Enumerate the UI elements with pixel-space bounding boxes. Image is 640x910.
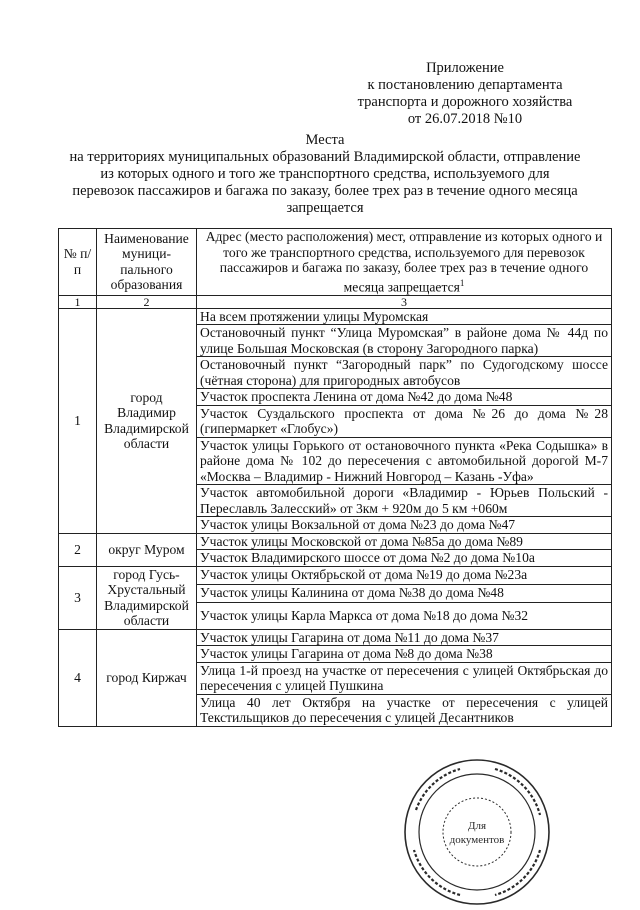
seal-center-ring [443,798,511,866]
municipality-name: округ Муром [97,533,197,566]
header-address [197,229,612,296]
table-row [59,533,612,550]
address-cell: Участок улицы Гагарина от дома №11 до дома №37 [197,629,612,646]
seal-ring-lettering [414,769,540,895]
address-cell: Участок улицы Московской от дома №85а до дома №89 [197,533,612,550]
seal-text-line-1: Для [467,820,487,832]
seal-inner-ring [419,774,535,890]
table-column-numbers-row [59,295,612,308]
address-cell: Участок автомобильной дороги «Владимир - Юрьев Польский - Переславль Залесский» от 3км + 920м до 5 км +060м [197,485,612,517]
address-cell: Остановочный пункт “Улица Муромская” в районе дома № 44д по улице Большая Московская (в сторону Загородного парка) [197,325,612,357]
table-row [59,629,612,646]
header-number: № п/п [59,229,97,296]
column-number-1: 1 [59,295,97,308]
official-seal-stamp [400,755,555,910]
header-address-text: Адрес (место расположения) мест, отправление из которых одного и того же транспортного средства, используемого для перевозок пассажиров и багажа по заказу, более трех раз в течение одного месяца запрещается [205,229,603,295]
title-line-2: на территориях муниципальных образований Владимирской области, отправление [69,149,581,165]
table-row [59,566,612,584]
header-municipality: Наименование муници-пального образования [97,229,197,296]
row-number: 4 [59,629,97,726]
row-number: 2 [59,533,97,566]
address-cell: Участок улицы Гагарина от дома №8 до дома №38 [197,646,612,663]
document-title [40,132,610,217]
table-row [59,308,612,325]
appendix-line-2: к постановлению департамента [367,77,563,93]
appendix-block [330,60,600,128]
appendix-line-3: транспорта и дорожного хозяйства [357,94,573,110]
address-cell: Остановочный пункт “Загородный парк” по Судогодскому шоссе (чётная сторона) для пригородных автобусов [197,357,612,389]
column-number-2: 2 [97,295,197,308]
row-number: 1 [59,308,97,533]
title-line-1: Места [305,132,345,148]
appendix-line-4: от 26.07.2018 №10 [407,111,523,127]
column-number-3: 3 [197,295,612,308]
title-line-3: из которых одного и того же транспортного средства, используемого для [100,166,550,182]
address-cell: Участок улицы Калинина от дома №38 до дома №48 [197,584,612,602]
municipality-name: город Гусь-Хрустальный Владимирской области [97,566,197,629]
address-cell: Улица 1-й проезд на участке от пересечения с улицей Октябрьская до пересечения с улицей Пушкина [197,662,612,694]
address-cell: Улица 40 лет Октября на участке от пересечения с улицей Текстильщиков до пересечения с улицей Десантников [197,694,612,726]
row-number: 3 [59,566,97,629]
places-table [58,228,612,727]
address-cell: Участок улицы Горького от остановочного пункта «Река Содышка» в районе дома № 102 до пересечения с автомобильной дорогой М-7 «Москва – Владимир - Нижний Новгород – Казань -Уфа» [197,437,612,485]
address-cell: Участок улицы Вокзальной от дома №23 до дома №47 [197,517,612,534]
municipality-name: город Киржач [97,629,197,726]
title-line-4: перевозок пассажиров и багажа по заказу, более трех раз в течение одного месяца [72,183,578,199]
header-footnote-mark: 1 [459,277,465,288]
address-cell: Участок улицы Октябрьской от дома №19 до дома №23а [197,566,612,584]
seal-text-line-2: документов [449,834,505,846]
address-cell: Участок Суздальского проспекта от дома №26 до дома №28 (гипермаркет «Глобус») [197,405,612,437]
municipality-name: город Владимир Владимирской области [97,308,197,533]
title-line-5: запрещается [286,200,364,216]
address-cell: Участок проспекта Ленина от дома №42 до дома №48 [197,389,612,406]
table-header-row [59,229,612,296]
address-cell: Участок улицы Карла Маркса от дома №18 до дома №32 [197,602,612,629]
address-cell: Участок Владимирского шоссе от дома №2 до дома №10а [197,550,612,567]
seal-outer-ring [405,760,549,904]
address-cell: На всем протяжении улицы Муромская [197,308,612,325]
appendix-line-1: Приложение [426,60,504,76]
